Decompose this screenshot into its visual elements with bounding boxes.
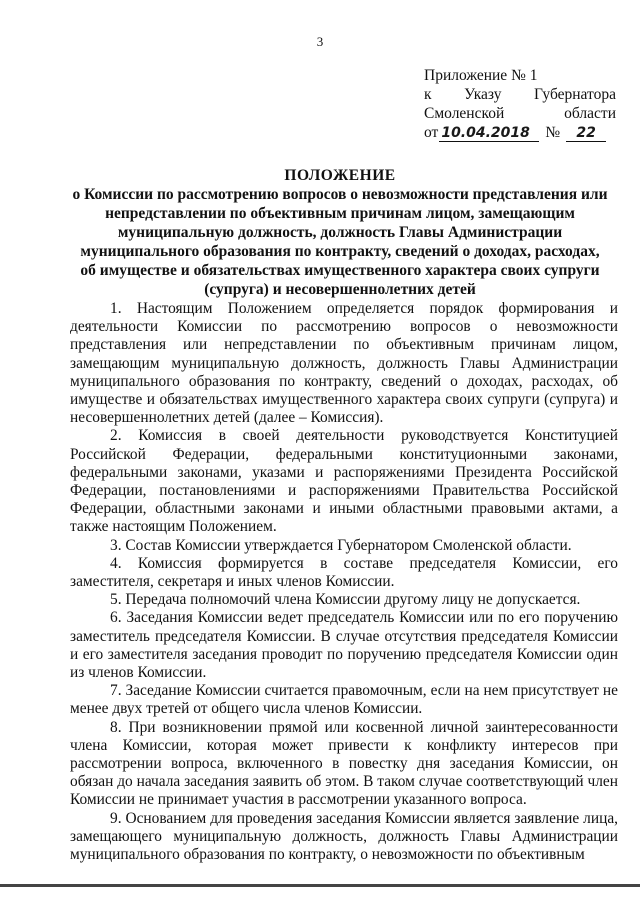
paragraph-6: 6. Заседания Комиссии ведет председатель Комиссии или по его поручению заместитель председателя Комиссии. В случае отсутствия председателя Комиссии и его заместителя заседания проводит по поручению председателя Комиссии один из членов Комиссии. <box>70 609 618 682</box>
handwritten-date: 10.04.2018 <box>439 125 539 142</box>
number-label: № <box>545 124 561 141</box>
page-number: 3 <box>316 34 324 49</box>
paragraph-5: 5. Передача полномочий члена Комиссии другому лицу не допускается. <box>110 591 581 609</box>
scan-bottom-edge <box>0 884 640 887</box>
paragraph-7: 7. Заседание Комиссии считается правомочным, если на нем присутствует не менее двух третей от общего числа членов Комиссии. <box>70 682 618 718</box>
title-line: (супруга) и несовершеннолетних детей <box>204 281 476 298</box>
title-line: об имуществе и обязательствах имущественного характера своих супруги <box>80 262 600 279</box>
paragraph-8: 8. При возникновении прямой или косвенной личной заинтересованности члена Комиссии, которая может привести к конфликту интересов при рассмотрении вопроса, включенного в повестку дня заседания Комиссии, он обязан до начала заседания заявить об этом. В таком случае соответствующий член Комиссии не принимает участия в рассмотрении указанного вопроса. <box>70 718 618 809</box>
paragraph-3: 3. Состав Комиссии утверждается Губернатором Смоленской области. <box>110 536 572 554</box>
appendix-date-line <box>424 123 616 142</box>
appendix-ukazu: Указу <box>464 86 502 103</box>
date-prefix: от <box>424 124 439 141</box>
title-line: муниципальную должность, должность Главы Администрации <box>117 224 563 241</box>
title-heading: ПОЛОЖЕНИЕ <box>284 167 396 184</box>
document-title <box>60 166 620 299</box>
appendix-title: Приложение № 1 <box>424 67 538 84</box>
title-line: непредставлении по объективным причинам лицом, замещающим <box>105 205 575 222</box>
appendix-k: к <box>424 86 432 103</box>
paragraph-9: 9. Основанием для проведения заседания Комиссии является заявление лица, замещающего муниципальную должность, должность Главы Администрации муниципального образования по контракту, о невозможности по объективным <box>70 809 618 864</box>
document-body <box>70 300 618 864</box>
title-line: муниципального образования по контракту, сведений о доходах, расходах, <box>80 243 600 260</box>
appendix-gubernatora: Губернатора <box>534 86 616 103</box>
appendix-line-1 <box>424 66 616 85</box>
appendix-header <box>424 66 616 142</box>
appendix-oblasti: области <box>564 105 616 122</box>
paragraph-2: 2. Комиссия в своей деятельности руководствуется Конституцией Российской Федерации, федеральными конституционными законами, федеральными законами, указами и распоряжениями Президента Российской Федерации, постановлениями и распоряжениями Правительства Российской Федерации, областными законами и иными областными правовыми актами, а также настоящим Положением. <box>70 427 618 536</box>
paragraph-1: 1. Настоящим Положением определяется порядок формирования и деятельности Комиссии по рассмотрению вопросов о невозможности представления или непредставлении по объективным причинам лицом, замещающим муниципальную должность, должность Главы Администрации муниципального образования по контракту, сведений о доходах, расходах, об имуществе и обязательствах имущественного характера своих супруги (супруга) и несовершеннолетних детей (далее – Комиссия). <box>70 300 618 427</box>
appendix-line-2 <box>424 85 616 104</box>
appendix-smolenskoy: Смоленской <box>424 105 505 122</box>
handwritten-number: 22 <box>566 125 606 142</box>
title-line: о Комиссии по рассмотрению вопросов о невозможности представления или <box>72 186 608 203</box>
appendix-line-3 <box>424 104 616 123</box>
paragraph-4: 4. Комиссия формируется в составе председателя Комиссии, его заместителя, секретаря и иных членов Комиссии. <box>70 554 618 591</box>
